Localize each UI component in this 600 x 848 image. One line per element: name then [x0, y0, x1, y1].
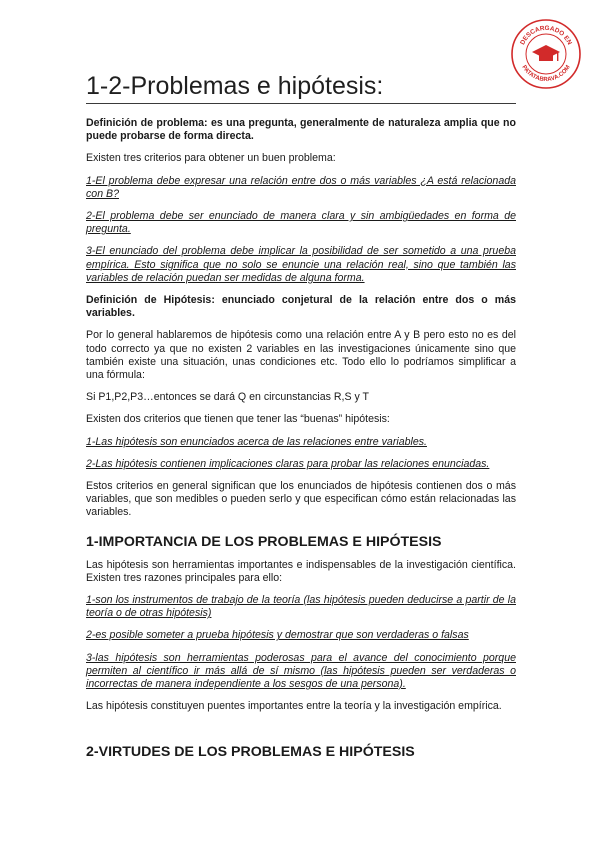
- section-heading-virtues: 2-VIRTUDES DE LOS PROBLEMAS E HIPÓTESIS: [86, 743, 415, 760]
- reason-2: 2-es posible someter a prueba hipótesis y demostrar que son verdaderas o falsas: [86, 629, 469, 642]
- svg-text:DESCARGADO EN: DESCARGADO EN: [519, 24, 573, 47]
- reason-1: 1-son los instrumentos de trabajo de la teoría (las hipótesis pueden deducirse a partir de la teoría o de otras hipótesis): [86, 594, 516, 620]
- graduation-cap-icon: [532, 45, 560, 61]
- criteria-paragraph: Estos criterios en general significan que los enunciados de hipótesis contienen dos o más variables, que son medibles o pueden serlo y que especifican cómo están relacionadas las variables.: [86, 480, 516, 519]
- importance-closing: Las hipótesis constituyen puentes importantes entre la teoría y la investigación empírica.: [86, 700, 502, 713]
- problem-criterion-1: 1-El problema debe expresar una relación entre dos o más variables ¿A está relacionada con B?: [86, 174, 516, 200]
- hypothesis-criteria-intro: Existen dos criterios que tienen que tener las “buenas” hipótesis:: [86, 413, 390, 426]
- problem-criterion-3: 3-El enunciado del problema debe implicar la posibilidad de ser sometido a una prueba empírica. Esto significa que no solo se enuncie una relación real, sino que también las variables de relación puedan ser medidas de alguna forma.: [86, 245, 516, 284]
- reason-3: 3-las hipótesis son herramientas poderosas para el avance del conocimiento porque permiten al científico ir más allá de sí mismo (las hipótesis pueden ser verdaderas o incorrectas de manera independiente a los sesgos de una persona).: [86, 651, 516, 691]
- download-stamp-logo: [510, 18, 582, 90]
- criteria-intro: Existen tres criterios para obtener un buen problema:: [86, 152, 336, 165]
- definition-problem: Definición de problema: es una pregunta, generalmente de naturaleza amplia que no puede probarse de forma directa.: [86, 117, 516, 143]
- general-paragraph: Por lo general hablaremos de hipótesis como una relación entre A y B pero esto no es del todo correcto ya que no existen 2 variables en las investigaciones únicamente sino que también existe una situación, unas condiciones etc. Todo ello lo podríamos simplificar a una fórmula:: [86, 329, 516, 382]
- problem-criterion-2: 2-El problema debe ser enunciado de manera clara y sin ambigüedades en forma de pregunta.: [86, 210, 516, 236]
- document-body: [86, 117, 516, 769]
- formula-line: Si P1,P2,P3…entonces se dará Q en circunstancias R,S y T: [86, 391, 370, 404]
- hypothesis-criterion-2: 2-Las hipótesis contienen implicaciones claras para probar las relaciones enunciadas.: [86, 457, 490, 470]
- definition-hypothesis: Definición de Hipótesis: enunciado conjetural de la relación entre dos o más variables.: [86, 294, 516, 320]
- hypothesis-criterion-1: 1-Las hipótesis son enunciados acerca de las relaciones entre variables.: [86, 435, 427, 448]
- section-heading-importance: 1-IMPORTANCIA DE LOS PROBLEMAS E HIPÓTESIS: [86, 533, 442, 550]
- svg-text:PATATABRAVA.COM: PATATABRAVA.COM: [520, 64, 572, 84]
- page-title: 1-2-Problemas e hipótesis:: [86, 72, 516, 104]
- importance-intro: Las hipótesis son herramientas importantes e indispensables de la investigación científica. Existen tres razones principales para ello:: [86, 558, 516, 584]
